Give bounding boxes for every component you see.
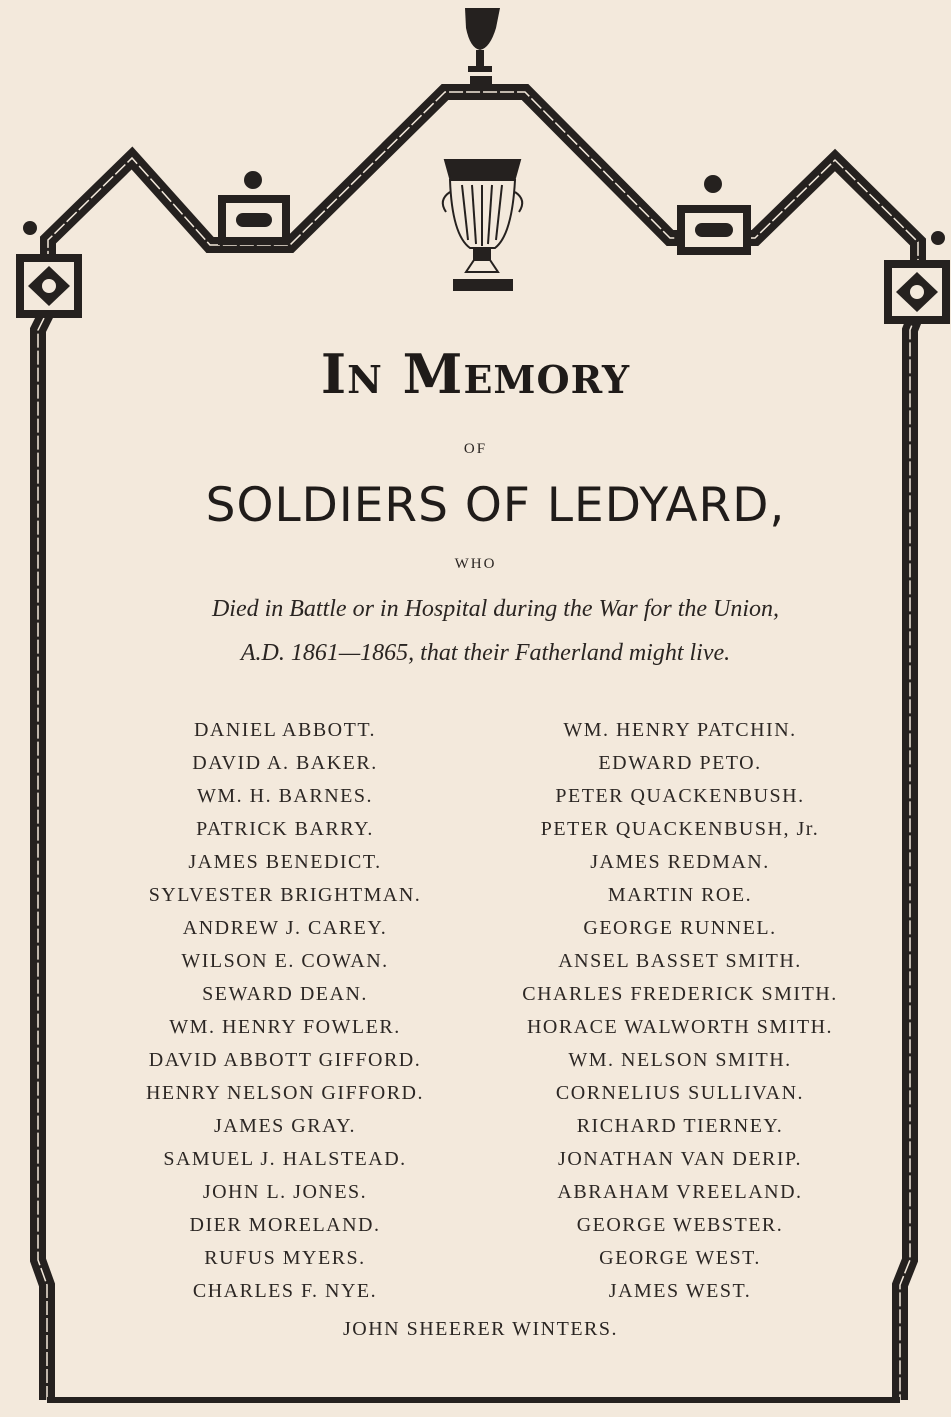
soldier-name: DAVID ABBOTT GIFFORD.	[148, 1049, 422, 1071]
soldier-name: WM. H. BARNES.	[196, 785, 373, 807]
soldier-name: SEWARD DEAN.	[202, 983, 368, 1005]
soldier-name: CHARLES FREDERICK SMITH.	[522, 983, 838, 1005]
soldier-name: GEORGE RUNNEL.	[583, 917, 777, 939]
soldier-name: GEORGE WEST.	[599, 1247, 761, 1269]
soldier-name: JAMES WEST.	[608, 1280, 752, 1302]
soldier-name: JAMES GRAY.	[213, 1115, 357, 1137]
soldier-name: RICHARD TIERNEY.	[576, 1115, 784, 1137]
names-column-right	[490, 714, 870, 1308]
soldier-name: JONATHAN VAN DERIP.	[558, 1148, 802, 1170]
top-finial	[465, 8, 500, 84]
soldier-name: DAVID A. BAKER.	[192, 752, 378, 774]
left-gable-ornament	[218, 171, 290, 245]
soldier-name: ANDREW J. CAREY.	[182, 917, 388, 939]
names-column-left	[100, 714, 470, 1308]
soldier-name: SAMUEL J. HALSTEAD.	[163, 1148, 407, 1170]
soldier-name: DIER MORELAND.	[189, 1214, 381, 1236]
word-of: OF	[463, 441, 488, 457]
soldier-name: MARTIN ROE.	[607, 884, 753, 906]
soldier-name: PATRICK BARRY.	[196, 818, 374, 840]
heading-in-memory: In Memory	[320, 342, 631, 406]
dedication-line-1: Died in Battle or in Hospital during the War for the Union,	[211, 596, 780, 622]
soldier-name: CORNELIUS SULLIVAN.	[555, 1082, 805, 1104]
soldier-name: ABRAHAM VREELAND.	[557, 1181, 803, 1203]
soldier-name: SYLVESTER BRIGHTMAN.	[148, 884, 422, 906]
soldier-name: JAMES BENEDICT.	[188, 851, 382, 873]
main-title: SOLDIERS OF LEDYARD,	[205, 478, 786, 533]
soldier-name: WM. HENRY PATCHIN.	[563, 719, 797, 741]
soldier-name: PETER QUACKENBUSH.	[555, 785, 805, 807]
soldier-name: WILSON E. COWAN.	[181, 950, 389, 972]
right-gable-ornament	[677, 175, 751, 255]
dedication-line-2: A.D. 1861—1865, that their Fatherland might live.	[240, 640, 731, 666]
soldier-name: GEORGE WEBSTER.	[576, 1214, 784, 1236]
soldier-name: HORACE WALWORTH SMITH.	[526, 1016, 834, 1038]
soldier-name: HENRY NELSON GIFFORD.	[145, 1082, 424, 1104]
final-soldier-name: JOHN SHEERER WINTERS.	[342, 1318, 619, 1340]
soldier-name: JOHN L. JONES.	[202, 1181, 368, 1203]
soldier-name: CHARLES F. NYE.	[192, 1280, 378, 1302]
soldier-name: EDWARD PETO.	[598, 752, 762, 774]
soldier-name: PETER QUACKENBUSH, Jr.	[540, 818, 820, 840]
soldier-name: WM. HENRY FOWLER.	[169, 1016, 401, 1038]
word-who: WHO	[454, 556, 497, 572]
soldier-name: WM. NELSON SMITH.	[568, 1049, 792, 1071]
soldier-name: DANIEL ABBOTT.	[193, 719, 377, 741]
soldier-name: ANSEL BASSET SMITH.	[558, 950, 802, 972]
soldier-name: JAMES REDMAN.	[590, 851, 770, 873]
soldier-name: RUFUS MYERS.	[204, 1247, 366, 1269]
urn-illustration	[443, 160, 522, 290]
